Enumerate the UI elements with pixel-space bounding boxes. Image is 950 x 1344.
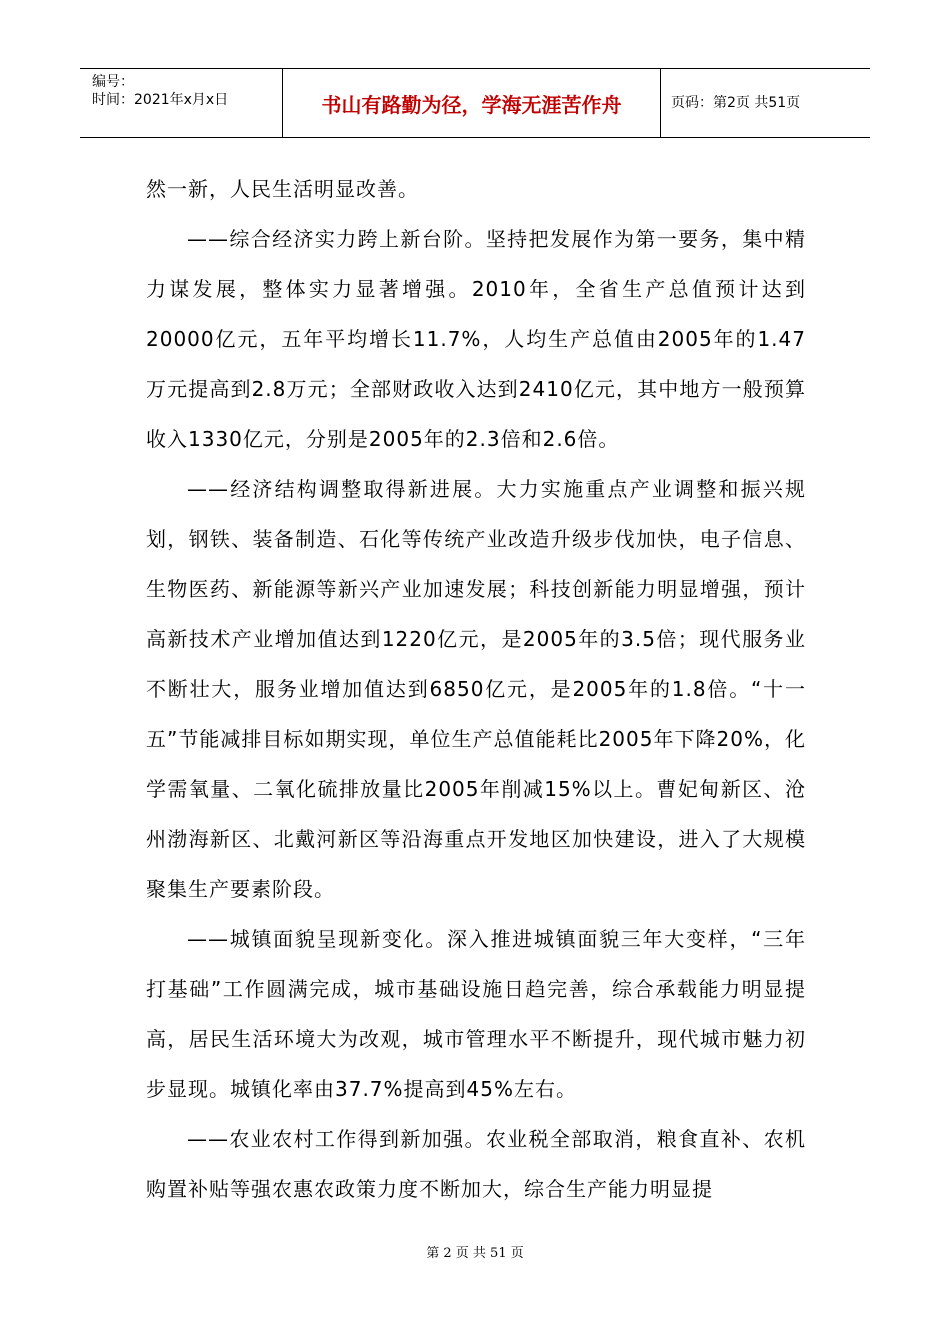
document-date-label: 时间：2021年x月x日 [92, 92, 229, 108]
header-motto: 书山有路勤为径，学海无涯苦作舟 [321, 93, 622, 117]
document-number-label: 编号： [92, 74, 134, 90]
paragraph: ——农业农村工作得到新加强。农业税全部取消，粮食直补、农机购置补贴等强农惠农政策力度不断加大，综合生产能力明显提 [146, 1127, 806, 1201]
header-meta-cell [80, 69, 283, 137]
page-header [80, 68, 870, 138]
paragraph: 然一新，人民生活明显改善。 [146, 177, 419, 201]
page-footer: 第 2 页 共 51 页 [426, 1246, 524, 1261]
header-page-info: 页码：第2页 共51页 [671, 95, 801, 111]
document-body [146, 164, 806, 1214]
header-motto-cell [283, 69, 661, 137]
paragraph: ——综合经济实力跨上新台阶。坚持把发展作为第一要务，集中精力谋发展，整体实力显著增强。2010年，全省生产总值预计达到20000亿元，五年平均增长11.7%，人均生产总值由2005年的1.47万元提高到2.8万元；全部财政收入达到2410亿元，其中地方一般预算收入1330亿元，分别是2005年的2.3倍和2.6倍。 [146, 227, 806, 451]
header-page-cell [661, 69, 870, 137]
paragraph: ——城镇面貌呈现新变化。深入推进城镇面貌三年大变样，“三年打基础”工作圆满完成，城市基础设施日趋完善，综合承载能力明显提高，居民生活环境大为改观，城市管理水平不断提升，现代城市魅力初步显现。城镇化率由37.7%提高到45%左右。 [146, 927, 806, 1101]
paragraph: ——经济结构调整取得新进展。大力实施重点产业调整和振兴规划，钢铁、装备制造、石化等传统产业改造升级步伐加快，电子信息、生物医药、新能源等新兴产业加速发展；科技创新能力明显增强，预计高新技术产业增加值达到1220亿元，是2005年的3.5倍；现代服务业不断壮大，服务业增加值达到6850亿元，是2005年的1.8倍。“十一五”节能减排目标如期实现，单位生产总值能耗比2005年下降20%，化学需氧量、二氧化硫排放量比2005年削减15%以上。曹妃甸新区、沧州渤海新区、北戴河新区等沿海重点开发地区加快建设，进入了大规模聚集生产要素阶段。 [146, 477, 806, 901]
